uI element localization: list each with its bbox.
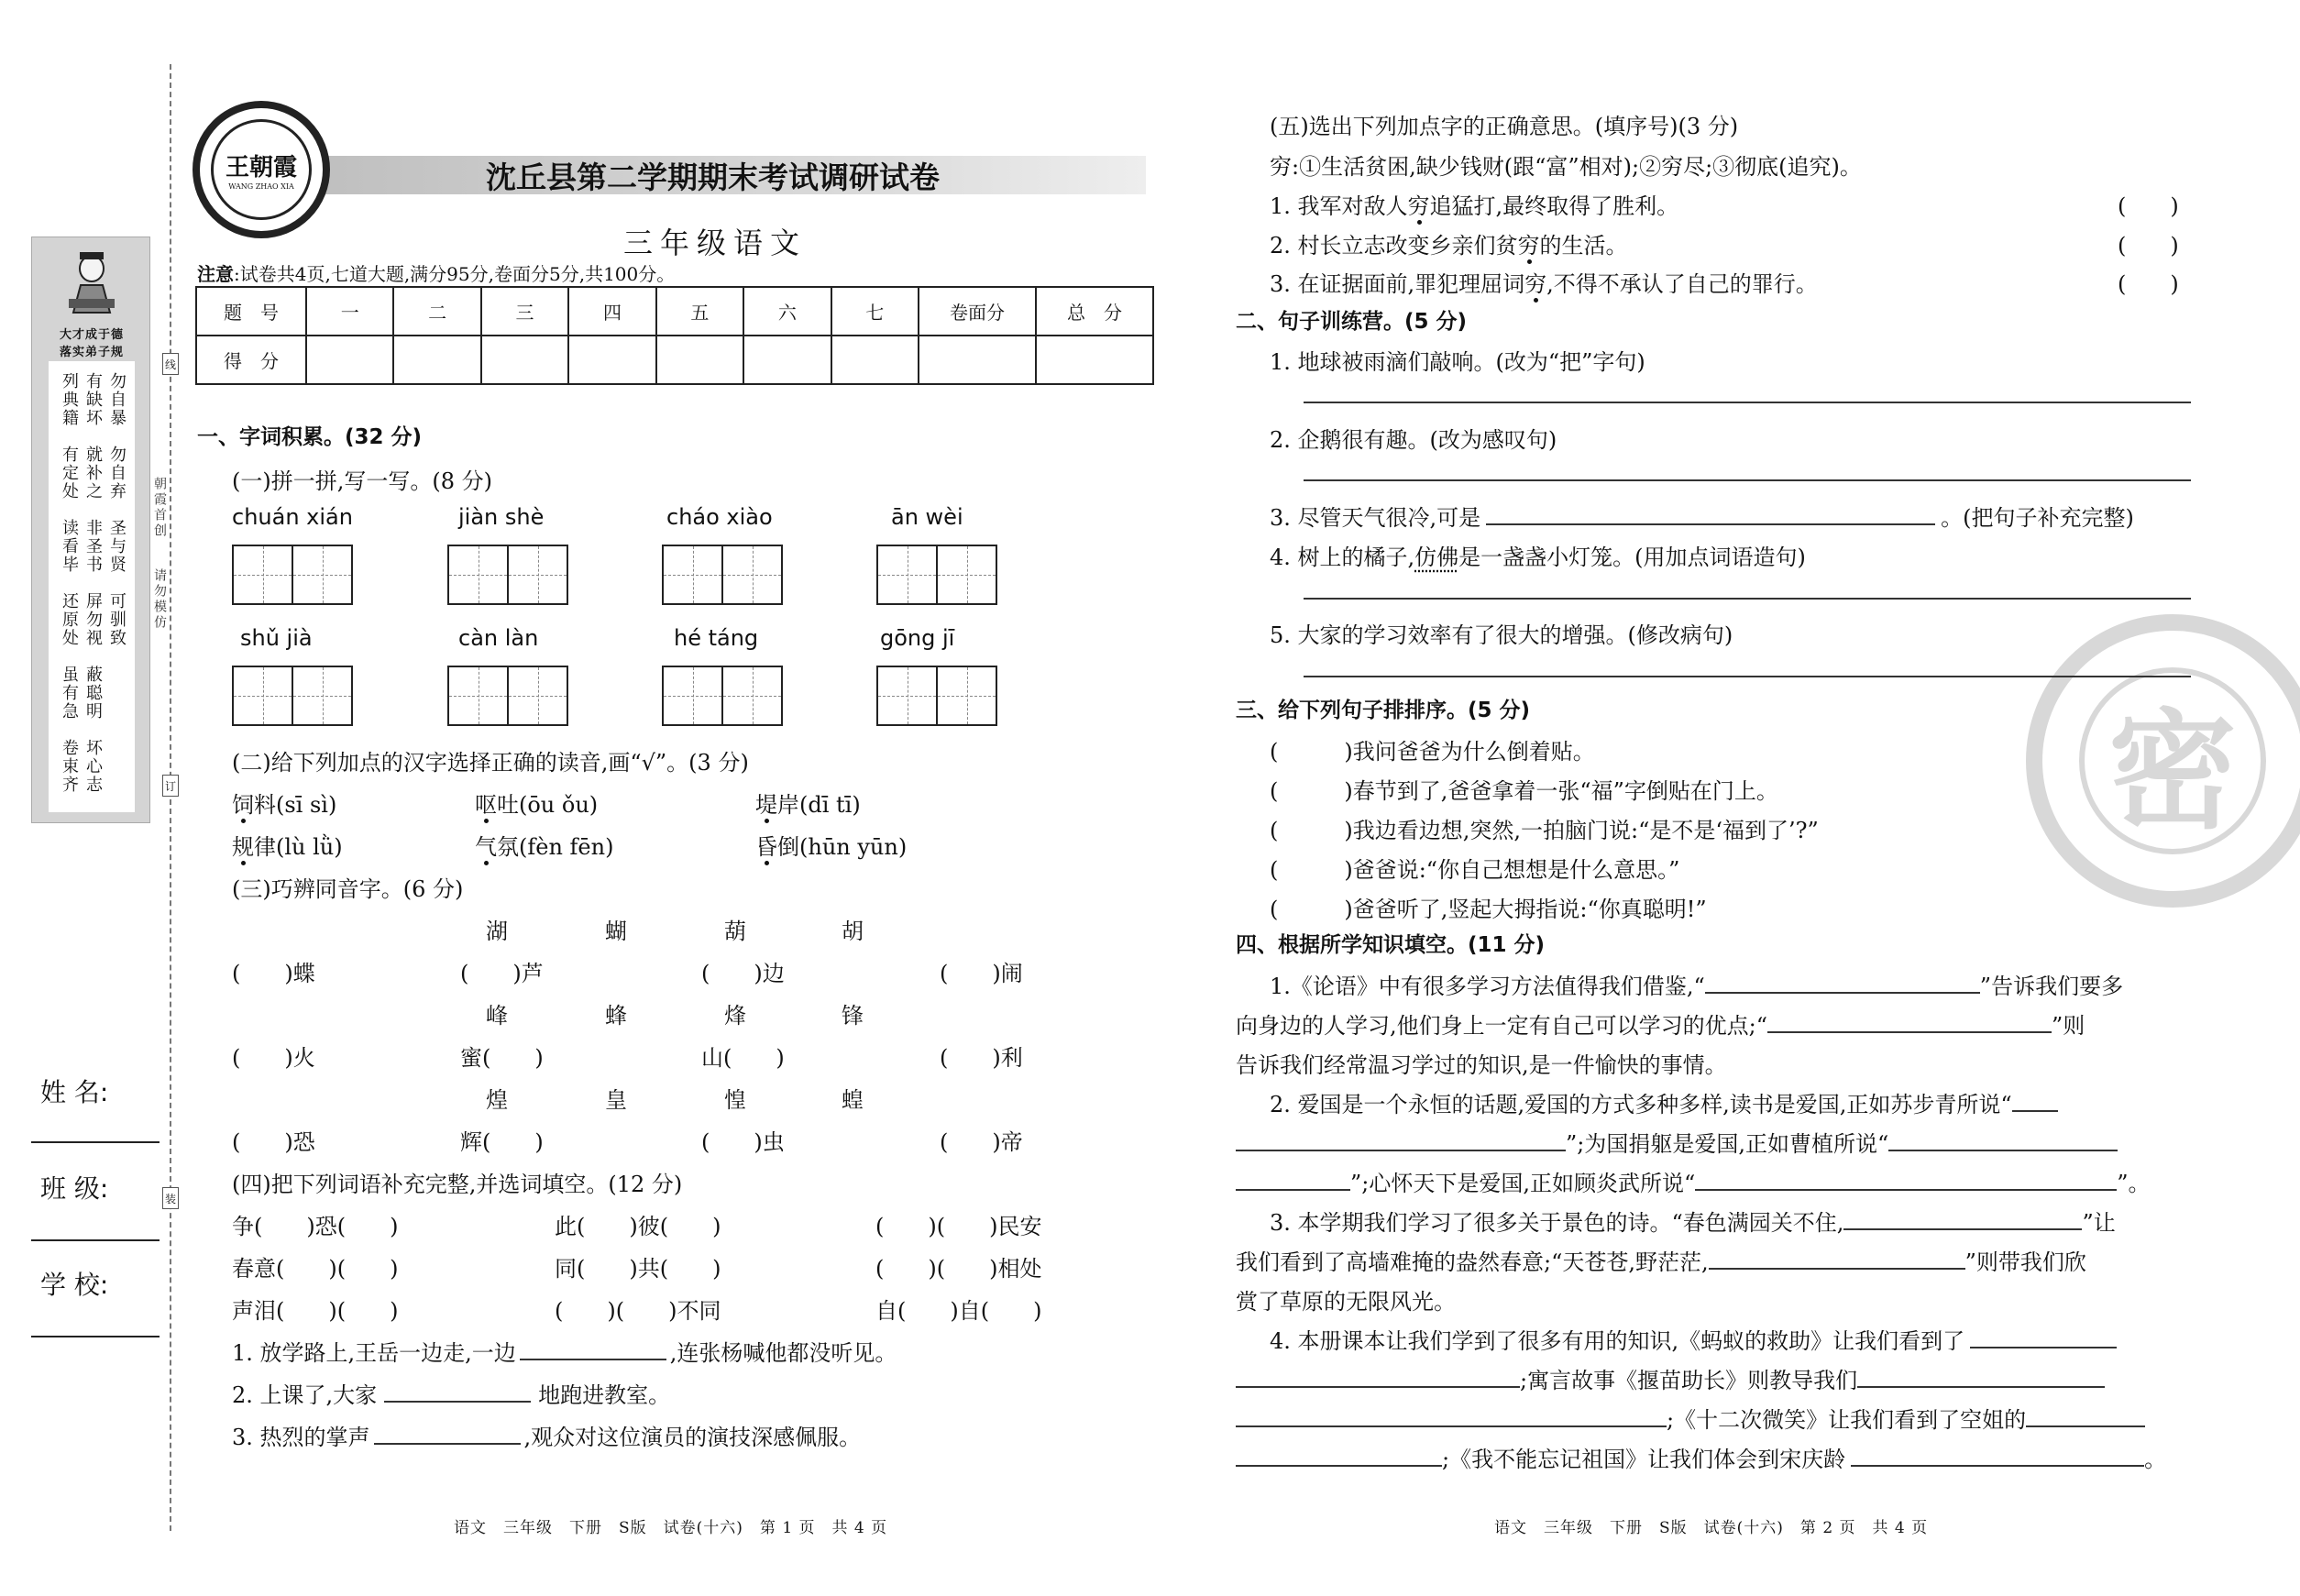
- q-text: ”告诉我们要多: [1979, 974, 2124, 999]
- motto-col: 有缺坏: [83, 372, 103, 427]
- answer-blank[interactable]: [520, 1340, 666, 1360]
- motto-columns: [49, 361, 135, 812]
- name-label: 姓 名:: [40, 1077, 109, 1107]
- answer-paren[interactable]: ( ): [2118, 271, 2179, 297]
- motto-col: 非圣书: [83, 519, 103, 574]
- knowledge-line: [1270, 1205, 2116, 1237]
- sentence-q1: 1. 地球被雨滴们敲响。(改为“把”字句): [1270, 349, 1645, 375]
- score-cell: 五: [656, 287, 743, 336]
- q-text: ”;为国捐躯是爱国,正如曹植所说“: [1566, 1131, 1889, 1157]
- sentence-q2: 2. 企鹅很有趣。(改为感叹句): [1270, 427, 1557, 453]
- score-cell: 六: [743, 287, 831, 336]
- meaning-question: [1270, 227, 1628, 259]
- motto-col: 可驯致: [107, 592, 127, 647]
- q-text: 我们看到了高墙难掩的盎然春意;“天苍苍,野茫茫,: [1236, 1249, 1709, 1275]
- homophone-blank[interactable]: ( )利: [940, 1045, 1023, 1071]
- answer-blank[interactable]: [1236, 1447, 1442, 1467]
- knowledge-line: 赏了草原的无限风光。: [1236, 1289, 1456, 1315]
- q-text: 的生活。: [1539, 233, 1628, 259]
- motto-line-2: 落实弟子规: [59, 346, 124, 359]
- watermark-char: 密: [2079, 667, 2266, 854]
- answer-blank[interactable]: [1970, 1328, 2117, 1348]
- answer-blank[interactable]: [1857, 1368, 2105, 1388]
- sentence-q3: [1270, 500, 2134, 532]
- exam-subtitle: 三年级语文: [623, 226, 808, 260]
- motto-col: 坏心志: [83, 739, 103, 794]
- writing-grid[interactable]: [232, 666, 353, 726]
- q-text: ;寓言故事《揠苗助长》则教导我们: [1520, 1368, 1858, 1393]
- answer-blank[interactable]: [1709, 1249, 1965, 1270]
- reading-choice[interactable]: [232, 829, 343, 861]
- qiong-definitions: 穷:①生活贫困,缺少钱财(跟“富”相对);②穷尽;③彻底(追究)。: [1270, 154, 1862, 180]
- answer-line[interactable]: [1304, 598, 2191, 600]
- answer-blank[interactable]: [1851, 1447, 2144, 1467]
- writing-grid[interactable]: [876, 545, 997, 605]
- binding-mark-zhuang: 装: [162, 1187, 179, 1209]
- score-cell: 总 分: [1036, 287, 1153, 336]
- choice-text: 岸(dī tī): [777, 792, 861, 818]
- homophone-char: 胡: [842, 919, 864, 944]
- score-input[interactable]: [306, 336, 393, 384]
- knowledge-line: [1236, 1126, 2118, 1158]
- choice-text: 倒(hūn yūn): [777, 834, 908, 860]
- writing-grid[interactable]: [662, 545, 783, 605]
- idiom-blank[interactable]: ( )( )不同: [555, 1298, 721, 1324]
- score-table: [195, 286, 1154, 385]
- homophone-blank[interactable]: ( )芦: [460, 961, 544, 986]
- score-value-row: [196, 336, 1153, 384]
- q-text: 追猛打,最终取得了胜利。: [1429, 193, 1679, 219]
- answer-blank[interactable]: [1843, 1210, 2082, 1230]
- score-input[interactable]: [919, 336, 1036, 384]
- answer-blank[interactable]: [1888, 1131, 2118, 1151]
- choice-text: 料(sī sì): [254, 792, 337, 818]
- confidential-watermark: [2026, 614, 2300, 908]
- answer-blank[interactable]: [1705, 974, 1980, 994]
- class-input-line[interactable]: [31, 1239, 160, 1241]
- sentence-q4: [1270, 539, 1806, 571]
- idiom-blank[interactable]: 春意( )( ): [232, 1256, 399, 1282]
- answer-blank[interactable]: [1236, 1131, 1566, 1151]
- homophone-char: 蝴: [605, 919, 627, 944]
- answer-blank[interactable]: [1695, 1171, 2117, 1191]
- pinyin-label: chuán xián: [232, 504, 353, 530]
- dotted-char: 穷: [1524, 271, 1547, 297]
- homophone-blank[interactable]: 山( ): [701, 1045, 785, 1071]
- exam-title: 沈丘县第二学期期末考试调研试卷: [486, 160, 940, 195]
- knowledge-line: [1236, 1007, 2085, 1040]
- homophone-char: 湖: [486, 919, 508, 944]
- q-text: ”让: [2082, 1210, 2116, 1236]
- school-input-line[interactable]: [31, 1336, 160, 1337]
- motto-col: 圣与贤: [107, 519, 127, 574]
- part-1-title: (一)拼一拼,写一写。(8 分): [232, 468, 492, 494]
- q-text: 。(把句子补充完整): [1941, 505, 2134, 531]
- homophone-char: 蜂: [605, 1003, 627, 1029]
- q-text: ;《十二次微笑》让我们看到了空姐的: [1667, 1407, 2027, 1433]
- reading-choice[interactable]: [232, 787, 336, 819]
- score-cell: 四: [568, 287, 655, 336]
- idiom-blank[interactable]: ( )( )民安: [875, 1214, 1042, 1239]
- q-text: 3. 在证据面前,罪犯理屈词: [1270, 271, 1525, 297]
- knowledge-line: [1236, 1402, 2145, 1434]
- part-4-title: (四)把下列词语补充完整,并选词填空。(12 分): [232, 1172, 683, 1197]
- homophone-blank[interactable]: ( )虫: [701, 1129, 785, 1155]
- scholar-illustration: [64, 248, 119, 317]
- exam-notice: [197, 259, 675, 286]
- pinyin-label: jiàn shè: [458, 504, 545, 530]
- q-text: ”。: [2117, 1171, 2151, 1196]
- knowledge-line: [1236, 1362, 2105, 1394]
- page-footer-left: 语文 三年级 下册 S版 试卷(十六) 第 1 页 共 4 页: [454, 1519, 888, 1537]
- school-label: 学 校:: [40, 1270, 109, 1300]
- idiom-blank[interactable]: 争( )恐( ): [232, 1214, 399, 1239]
- score-input[interactable]: [743, 336, 831, 384]
- homophone-blank[interactable]: ( )闹: [940, 961, 1023, 986]
- homophone-blank[interactable]: ( )恐: [232, 1129, 315, 1155]
- dotted-char: 穷: [1407, 193, 1430, 219]
- score-cell: 三: [481, 287, 568, 336]
- binding-mark-ding: 订: [162, 775, 179, 797]
- answer-blank[interactable]: [1767, 1013, 2052, 1033]
- q-text: ;《我不能忘记祖国》让我们体会到宋庆龄: [1442, 1447, 1846, 1472]
- pinyin-label: shǔ jià: [240, 625, 313, 651]
- q-text: 向身边的人学习,他们身上一定有自己可以学习的优点;“: [1236, 1013, 1767, 1039]
- notice-label: 注意: [197, 263, 234, 285]
- q-text: ,不得不承认了自己的罪行。: [1546, 271, 1818, 297]
- homophone-char: 皇: [605, 1087, 627, 1113]
- logo-subtext: WANG ZHAO XIA: [228, 182, 294, 191]
- note-no-copy: 请勿模仿: [152, 568, 167, 631]
- page-footer-right: 语文 三年级 下册 S版 试卷(十六) 第 2 页 共 4 页: [1494, 1519, 1929, 1537]
- note-original: 朝霞首创: [152, 477, 167, 539]
- q-text: 3. 热烈的掌声: [232, 1425, 370, 1450]
- fill-question-3: [232, 1419, 861, 1451]
- q-text: 4. 本册课本让我们学到了很多有用的知识,《蚂蚁的救助》让我们看到了: [1270, 1328, 1965, 1354]
- fill-question-2: [232, 1377, 670, 1409]
- order-item[interactable]: ( )我边看边想,突然,一拍脑门说:“是不是‘福到了’?”: [1270, 818, 1819, 843]
- meaning-question: [1270, 266, 1818, 298]
- writing-grid[interactable]: [662, 666, 783, 726]
- homophone-char: 惶: [724, 1087, 746, 1113]
- motto-col: 屏勿视: [83, 592, 103, 647]
- score-input[interactable]: [1036, 336, 1153, 384]
- class-label: 班 级:: [40, 1173, 109, 1204]
- section-3-title: 三、给下列句子排排序。(5 分): [1236, 699, 1531, 722]
- fill-question-1: [232, 1335, 897, 1367]
- choice-text: 吐(ōu ǒu): [497, 792, 599, 818]
- reading-choice[interactable]: [475, 787, 598, 819]
- pinyin-label: gōng jī: [880, 625, 955, 651]
- dotted-char: 饲: [232, 792, 254, 818]
- answer-blank[interactable]: [1236, 1171, 1350, 1191]
- reading-choice[interactable]: [755, 829, 907, 861]
- q-text: 2. 上课了,大家: [232, 1382, 378, 1408]
- q-text: ”则: [2051, 1013, 2085, 1039]
- homophone-char: 烽: [724, 1003, 746, 1029]
- q-text: ,连张杨喊他都没听见。: [669, 1340, 897, 1366]
- answer-line[interactable]: [1304, 402, 2191, 403]
- score-cell: 七: [831, 287, 919, 336]
- motto-col: 有定处: [60, 446, 79, 501]
- binding-mark-xian: 线: [162, 353, 179, 375]
- motto-col: 蔽聪明: [83, 666, 103, 721]
- pinyin-label: ān wèi: [891, 504, 963, 530]
- motto-col: 还原处: [60, 592, 79, 647]
- score-input[interactable]: [393, 336, 480, 384]
- homophone-blank[interactable]: ( )边: [701, 961, 785, 986]
- answer-blank[interactable]: [1236, 1368, 1520, 1388]
- pinyin-label: cháo xiào: [666, 504, 773, 530]
- q-text: 地跑进教室。: [538, 1382, 671, 1408]
- q-text: 3. 本学期我们学习了很多关于景色的诗。“春色满园关不住,: [1270, 1210, 1844, 1236]
- answer-paren[interactable]: ( ): [2118, 233, 2179, 259]
- q-text: 。: [2144, 1447, 2167, 1472]
- dotted-char: 规: [232, 834, 254, 860]
- writing-grid[interactable]: [876, 666, 997, 726]
- motto-col: 卷束齐: [60, 739, 79, 794]
- dotted-char: 穷: [1517, 233, 1540, 259]
- q-text: ”则带我们欣: [1964, 1249, 2086, 1275]
- motto-col: 勿自弃: [107, 446, 127, 501]
- homophone-blank[interactable]: ( )火: [232, 1045, 315, 1071]
- part-3-title: (三)巧辨同音字。(6 分): [232, 876, 464, 902]
- idiom-blank[interactable]: 同( )共( ): [555, 1256, 721, 1282]
- q-text: 1. 放学路上,王岳一边走,一边: [232, 1340, 516, 1366]
- order-item[interactable]: ( )春节到了,爸爸拿着一张“福”字倒贴在门上。: [1270, 778, 1778, 804]
- score-cell: 得 分: [196, 336, 306, 384]
- part-2-title: (二)给下列加点的汉字选择正确的读音,画“√”。(3 分): [232, 750, 749, 776]
- homophone-blank[interactable]: ( )帝: [940, 1129, 1023, 1155]
- writing-grid[interactable]: [447, 666, 568, 726]
- score-header-row: [196, 287, 1153, 336]
- dotted-word: 仿佛: [1414, 545, 1459, 570]
- homophone-blank[interactable]: 蜜( ): [460, 1045, 544, 1071]
- motto-line-1: 大才成于德: [59, 328, 124, 342]
- motto-col: 就补之: [83, 446, 103, 501]
- answer-blank[interactable]: [384, 1382, 531, 1403]
- score-cell: 一: [306, 287, 393, 336]
- idiom-blank[interactable]: ( )( )相处: [875, 1256, 1042, 1282]
- answer-blank[interactable]: [2012, 1092, 2058, 1112]
- q-text: 4. 树上的橘子,: [1270, 545, 1415, 570]
- reading-choice[interactable]: [475, 829, 613, 861]
- idiom-blank[interactable]: 自( )自( ): [875, 1298, 1042, 1324]
- answer-paren[interactable]: ( ): [2118, 193, 2179, 219]
- score-cell: 卷面分: [919, 287, 1036, 336]
- publisher-logo: [193, 101, 330, 238]
- homophone-char: 锋: [842, 1003, 864, 1029]
- knowledge-line: [1236, 1441, 2166, 1473]
- motto-col: 勿自暴: [107, 372, 127, 427]
- homophone-char: 葫: [724, 919, 746, 944]
- writing-grid[interactable]: [232, 545, 353, 605]
- q-text: 2. 村长立志改变乡亲们贫: [1270, 233, 1518, 259]
- score-input[interactable]: [568, 336, 655, 384]
- knowledge-line: [1236, 1244, 2086, 1276]
- q-text: 1. 我军对敌人: [1270, 193, 1408, 219]
- logo-text: 王朝霞: [225, 154, 297, 182]
- knowledge-line: [1270, 1086, 2058, 1118]
- sentence-q5: 5. 大家的学习效率有了很大的增强。(修改病句): [1270, 622, 1733, 648]
- choice-text: 律(lù lǜ): [254, 834, 343, 860]
- motto-sidebar: [31, 237, 150, 823]
- dotted-char: 昏: [755, 834, 777, 860]
- pinyin-label: hé táng: [674, 625, 759, 651]
- section-1-title: 一、字词积累。(32 分): [197, 425, 423, 449]
- reading-choice[interactable]: [755, 787, 861, 819]
- q-text: 2. 爱国是一个永恒的话题,爱国的方式多种多样,读书是爱国,正如苏步青所说“: [1270, 1092, 2012, 1117]
- answer-blank[interactable]: [1236, 1407, 1667, 1427]
- q-text: 是一盏盏小灯笼。(用加点词语造句): [1458, 545, 1806, 570]
- homophone-char: 蝗: [842, 1087, 864, 1113]
- idiom-blank[interactable]: 声泪( )( ): [232, 1298, 399, 1324]
- q-text: 1.《论语》中有很多学习方法值得我们借鉴,“: [1270, 974, 1705, 999]
- answer-blank[interactable]: [374, 1425, 521, 1445]
- motto-col: 读看毕: [60, 519, 79, 574]
- knowledge-line: [1270, 968, 2123, 1000]
- q-text: ,观众对这位演员的演技深感佩服。: [523, 1425, 862, 1450]
- answer-line[interactable]: [1304, 676, 2191, 677]
- section-2-title: 二、句子训练营。(5 分): [1236, 310, 1468, 334]
- dotted-char: 气: [475, 834, 497, 860]
- q-text: 3. 尽管天气很冷,可是: [1270, 505, 1481, 531]
- homophone-char: 峰: [486, 1003, 508, 1029]
- section-4-title: 四、根据所学知识填空。(11 分): [1236, 933, 1546, 957]
- order-item[interactable]: ( )爸爸听了,竖起大拇指说:“你真聪明!”: [1270, 897, 1707, 922]
- knowledge-line: 告诉我们经常温习学过的知识,是一件愉快的事情。: [1236, 1052, 1727, 1078]
- answer-line[interactable]: [1304, 479, 2191, 481]
- choice-text: 氛(fèn fēn): [497, 834, 614, 860]
- dotted-char: 堤: [755, 792, 777, 818]
- name-input-line[interactable]: [31, 1141, 160, 1143]
- knowledge-line: [1270, 1323, 2117, 1355]
- score-cell: 题 号: [196, 287, 306, 336]
- answer-blank[interactable]: [2026, 1407, 2145, 1427]
- binding-dashed-line: [170, 64, 171, 1531]
- idiom-blank[interactable]: 此( )彼( ): [555, 1214, 721, 1239]
- meaning-question: [1270, 188, 1678, 220]
- score-input[interactable]: [656, 336, 743, 384]
- q-text: ”;心怀天下是爱国,正如顾炎武所说“: [1350, 1171, 1696, 1196]
- order-item[interactable]: ( )我问爸爸为什么倒着贴。: [1270, 739, 1595, 765]
- notice-text: :试卷共4页,七道大题,满分95分,卷面分5分,共100分。: [234, 263, 676, 285]
- knowledge-line: [1236, 1165, 2151, 1197]
- part-5-title: (五)选出下列加点字的正确意思。(填序号)(3 分): [1270, 114, 1739, 139]
- order-item[interactable]: ( )爸爸说:“你自己想想是什么意思。”: [1270, 857, 1680, 883]
- motto-col: 虽有急: [60, 666, 79, 721]
- score-input[interactable]: [481, 336, 568, 384]
- score-cell: 二: [393, 287, 480, 336]
- answer-blank[interactable]: [1486, 505, 1935, 525]
- homophone-char: 煌: [486, 1087, 508, 1113]
- score-input[interactable]: [831, 336, 919, 384]
- pinyin-label: càn làn: [458, 625, 539, 651]
- motto-col: 列典籍: [60, 372, 79, 427]
- homophone-blank[interactable]: ( )蝶: [232, 961, 315, 986]
- dotted-char: 呕: [475, 792, 497, 818]
- homophone-blank[interactable]: 辉( ): [460, 1129, 544, 1155]
- writing-grid[interactable]: [447, 545, 568, 605]
